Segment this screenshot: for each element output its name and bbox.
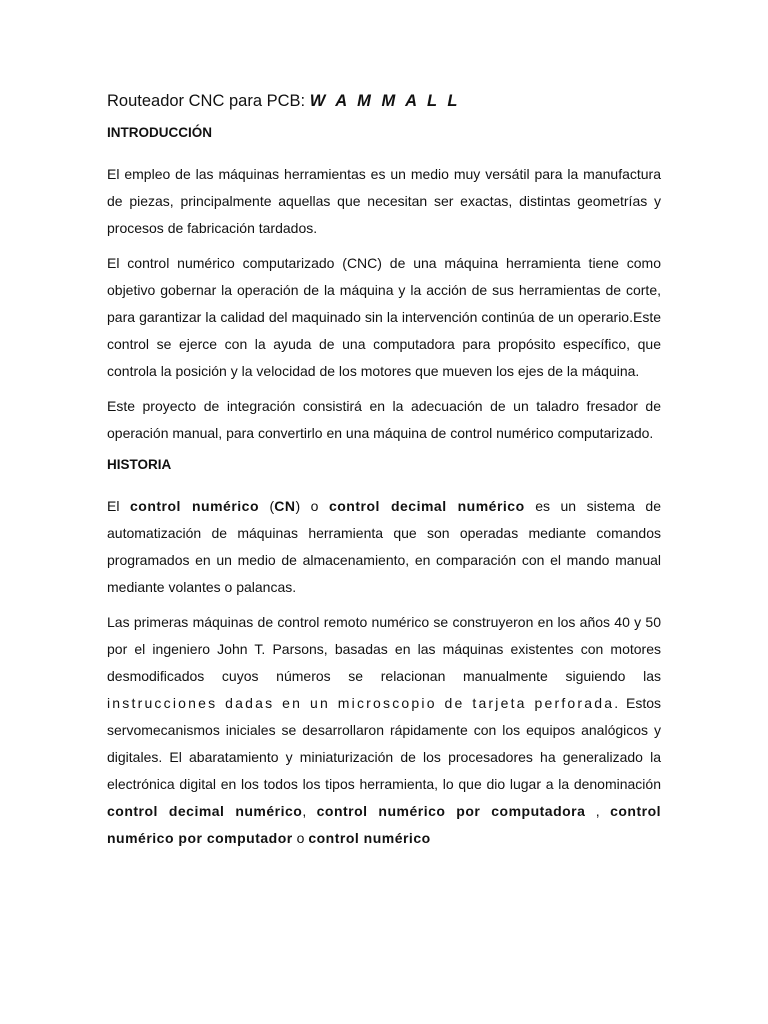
history-paragraph-1 bbox=[107, 493, 661, 601]
bold-term: control decimal numérico bbox=[328, 498, 525, 514]
text-run: , bbox=[585, 803, 611, 819]
text-run: o bbox=[292, 830, 309, 846]
bold-term: control decimal numérico bbox=[107, 803, 303, 819]
text-run: ) o bbox=[295, 498, 329, 514]
text-run: Estos servomecanismos iniciales se desarrollaron rápidamente con los equipos analógicos y digitales. El abaratamiento y miniaturización de los procesadores ha generalizado la electrónica digital en los todos los tipos herramienta, lo que dio lugar a la denominación bbox=[107, 695, 662, 792]
text-run: , bbox=[302, 803, 317, 819]
bold-term: CN bbox=[274, 498, 296, 514]
bold-term: control numérico bbox=[130, 498, 259, 514]
bold-term: control numérico bbox=[308, 830, 431, 846]
title-brand: W A M M A L L bbox=[309, 92, 461, 110]
heading-introduccion: INTRODUCCIÓN bbox=[107, 125, 212, 140]
intro-paragraph-3: Este proyecto de integración consistirá en la adecuación de un taladro fresador de operación manual, para convertirlo en una máquina de control numérico computarizado. bbox=[107, 398, 661, 441]
text-run: ( bbox=[259, 498, 275, 514]
title-prefix: Routeador CNC para PCB: bbox=[107, 92, 310, 110]
intro-paragraph-2: El control numérico computarizado (CNC) de una máquina herramienta tiene como objetivo gobernar la operación de la máquina y la acción de sus herramientas de corte, para garantizar la calidad del maquinado sin la intervención continúa de un operario.Este control se ejerce con la ayuda de una computadora para propósito específico, que controla la posición y la velocidad de los motores que mueven los ejes de la máquina. bbox=[107, 255, 661, 379]
heading-historia: HISTORIA bbox=[107, 457, 172, 472]
document-title bbox=[107, 86, 661, 116]
text-run: instrucciones dadas en un microscopio de tarjeta perforada. bbox=[107, 695, 621, 711]
bold-term: control numérico por computador bbox=[107, 803, 662, 846]
text-run: es un sistema de automatización de máquinas herramienta que son operadas mediante comandos programados en un medio de almacenamiento, en comparación con el mando manual mediante volantes o palancas. bbox=[107, 498, 661, 595]
text-run: El bbox=[107, 498, 130, 514]
document-content bbox=[107, 86, 661, 852]
history-paragraph-2 bbox=[107, 609, 661, 852]
intro-paragraph-1: El empleo de las máquinas herramientas es un medio muy versátil para la manufactura de piezas, principalmente aquellas que necesitan ser exactas, distintas geometrías y procesos de fabricación tardados. bbox=[107, 166, 661, 236]
text-run: Las primeras máquinas de control remoto numérico se construyeron en los años 40 y 50 por el ingeniero John T. Parsons, basadas en las máquinas existentes con motores desmodificados cuyos números se relacionan manualmente siguiendo las bbox=[107, 614, 661, 684]
bold-term: control numérico por computadora bbox=[316, 803, 586, 819]
